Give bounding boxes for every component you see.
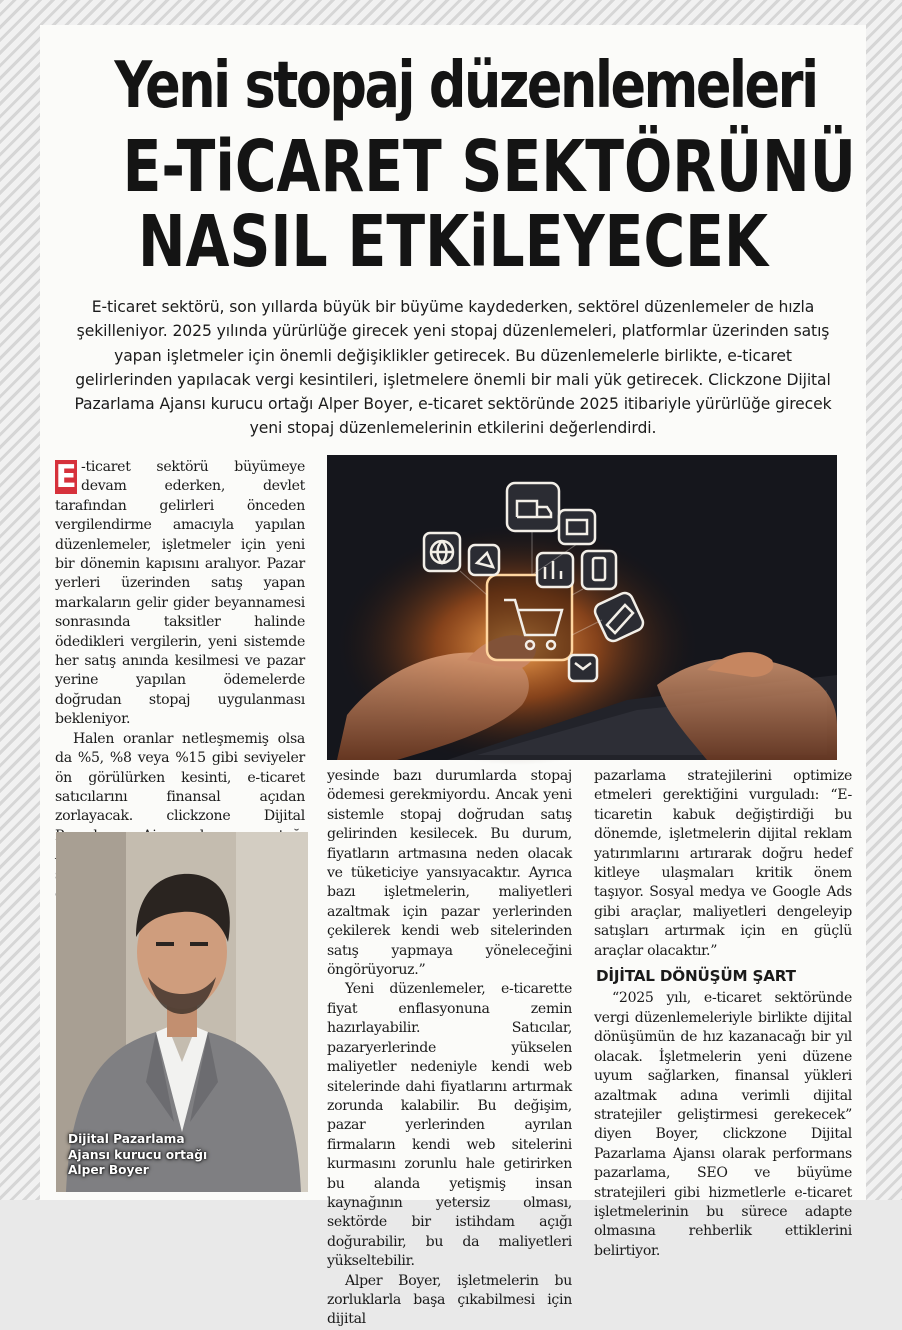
column3-paragraph-2: “2025 yılı, e-ticaret sektöründe vergi düzenlemeleriyle birlikte dijital dönüşümün de hız kazanacağı bir yıl olacak. İşletmelerin yeni düzene uyum sağlarken, finansal yükleri azaltmak adına verimli dijital stratejiler geliştirmesi gerekecek” diyen Boyer, clickzone Dijital Pazarlama Ajansı olarak performans pazarlama, SEO ve büyüme stratejileri gibi hizmetlerle e-ticaret işletmelerinin bu sürece adapte olmasına rehberlik ettiklerini belirtiyor.	[594, 990, 852, 1259]
headline-line-3: NASIL ETKiLEYECEK	[138, 200, 768, 283]
section-subhead: DİJİTAL DÖNÜŞÜM ŞART	[596, 967, 796, 986]
newspaper-page	[40, 25, 866, 1328]
ecommerce-illustration	[327, 455, 837, 760]
column3-paragraph-1: pazarlama stratejilerini optimize etmeleri gerektiğini vurguladı: “E-ticaretin kabuk değiştirdiği bu dönemde, işletmelerin dijital reklam yatırımlarını artırarak doğru hedef kitleye ulaşmaları kritik önem taşıyor. Sosyal medya ve Google Ads gibi araçlar, maliyetleri dengeleyip satışları artırmak için en güçlü araçlar olacaktır.”	[594, 768, 852, 959]
column2-paragraph-1: yesinde bazı durumlarda stopaj ödemesi gerekmiyordu. Ancak yeni sistemle stopaj doğrudan satış gelirinden kesilecek. Bu durum, fiyatların artmasına neden olacak ve tüketiciye yansıyacaktır. Ayrıca bazı işletmelerin, maliyetleri azaltmak için pazar yerlerinden çekilerek kendi web sitelerinden satış yapmaya yöneleceğini öngörüyoruz.”	[327, 768, 572, 979]
phone-icon	[582, 551, 616, 589]
caption-line-1: Dijital Pazarlama	[68, 1132, 185, 1146]
megaphone-icon	[469, 545, 499, 575]
column1-paragraph-1: -ticaret sektörü büyümeye devam ederken, devlet tarafından gelirleri önceden vergilendirme amacıyla yapılan düzenlemeler, işletmeler için yeni bir dönemin kapısını aralıyor. Pazar yerleri üzerinden satış yapan markaların gelir gider beyannamesi sonrasında taksitler halinde ödedikleri vergilerin, yeni sistemde her satış anında kesilmesi ve pazar yerine yapılan ödemelerde doğrudan stopaj uygulanması bekleniyor.	[55, 459, 305, 728]
chart-icon	[537, 553, 573, 587]
portrait-photo-alper-boyer	[56, 832, 308, 1192]
credit-card-icon	[559, 510, 595, 544]
photo-caption	[68, 1132, 207, 1179]
column2-paragraph-3: Alper Boyer, işletmelerin bu zorluklarla başa çıkabilmesi için dijital	[327, 1272, 572, 1328]
column1-paragraph-2: Halen oranlar netleşmemiş olsa da %5, %8 veya %15 gibi seviyeler ön görülürken kesinti, e-ticaret satıcılarını finansal açıdan zorlayacak. clickzone Dijital	[55, 730, 305, 825]
column2-paragraph-2: Yeni düzenlemeler, e-ticarette fiyat enflasyonuna zemin hazırlayabilir. Satıcılar, pazaryerlerinde yükselen maliyetler nedeniyle kendi web sitelerinde dahi fiyatlarını artırmak zorunda kalabilir. Bu değişim, pazar yerlerinden ayrılan firmaların kendi web sitelerini kurmasını zorunlu hale getirirken bu alanda yetişmiş insan kaynağının yetersiz olması, sektörde bir istihdam açığı doğurabilir, bu da maliyetleri yükseltebilir.	[327, 981, 572, 1270]
article-column-2	[327, 767, 572, 1330]
headline-line-1: Yeni stopaj düzenlemeleri	[114, 49, 817, 123]
mail-icon	[569, 655, 597, 681]
caption-line-3: Alper Boyer	[68, 1163, 149, 1177]
truck-icon	[507, 483, 559, 531]
globe-icon	[424, 533, 460, 571]
drop-cap: E	[55, 459, 77, 495]
caption-line-2: Ajansı kurucu ortağı	[68, 1147, 208, 1162]
headline-line-2: E-TiCARET SEKTÖRÜNÜ	[122, 125, 856, 208]
ecommerce-laptop-photo	[327, 455, 837, 760]
article-column-3	[594, 767, 852, 1261]
intro-paragraph: E-ticaret sektörü, son yıllarda büyük bir büyüme kaydederken, sektörel düzenlemeler de hızla şekilleniyor. 2025 yılında yürürlüğe girecek yeni stopaj düzenlemeleri, platformlar üzerinden satış yapan işletmeler için önemli değişiklikler getirecek. Bu düzenlemelerle birlikte, e-ticaret gelirlerinden yapılacak vergi kesintileri, işletmelere önemli bir mali yük getirecek. Clickzone Dijital Pazarlama Ajansı kurucu ortağı Alper Boyer, e-ticaret sektöründe 2025 itibariyle yürürlüğe girecek yeni stopaj düzenlemelerinin etkilerini değerlendirdi.	[74, 298, 832, 438]
